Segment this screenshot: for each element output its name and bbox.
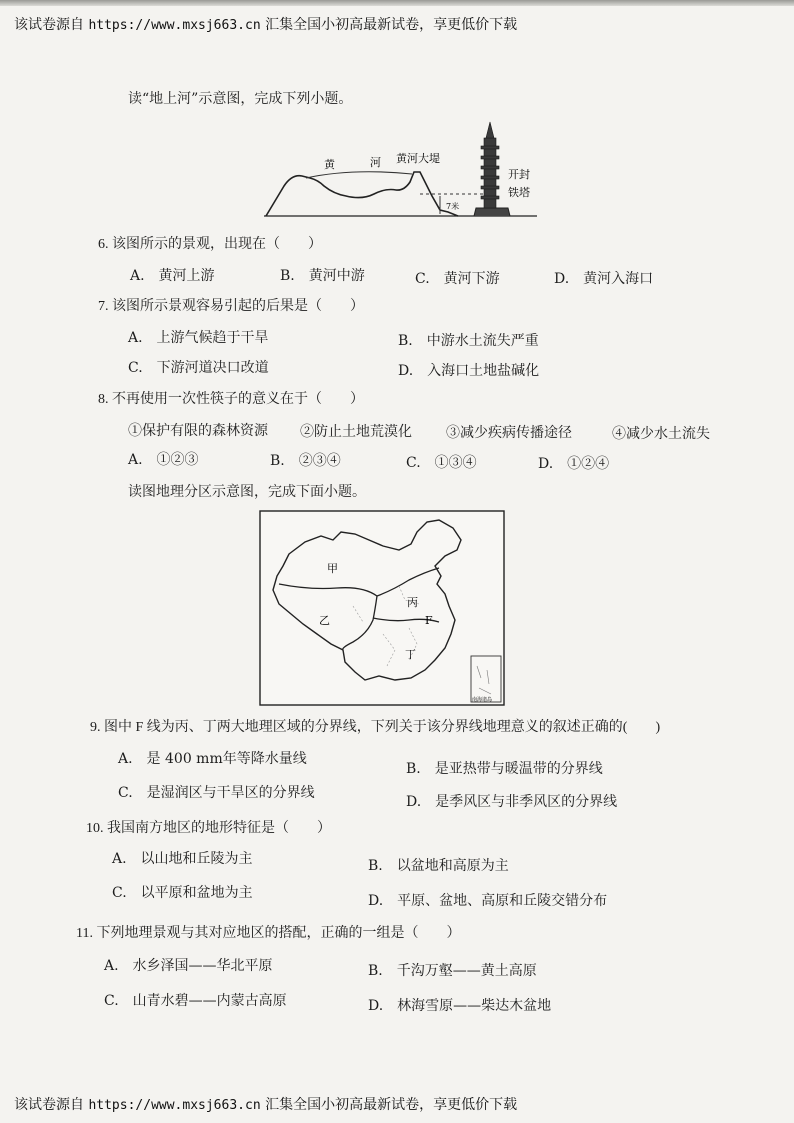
q11-option-c[interactable]: C. 山青水碧——内蒙古高原 [104, 993, 287, 1009]
page-header [14, 14, 517, 34]
header-url-link[interactable]: https://www.mxsj663.cn [88, 18, 261, 33]
q8-stem: 8. 不再使用一次性筷子的意义在于（ ） [98, 392, 364, 407]
q6-option-c[interactable]: C. 黄河下游 [415, 271, 500, 287]
dike-label: 黄河大堤 [396, 152, 440, 165]
scan-top-edge [0, 0, 794, 6]
region-bing-label: 丙 [407, 596, 418, 609]
section-intro-fenqu: 读图地理分区示意图，完成下面小题。 [128, 484, 366, 500]
tower-label: 铁塔 [508, 186, 530, 199]
footer-prefix: 该试卷源自 [14, 1097, 84, 1113]
header-prefix: 该试卷源自 [14, 17, 84, 33]
q9-option-b[interactable]: B. 是亚热带与暖温带的分界线 [406, 761, 603, 777]
q7-option-d[interactable]: D. 入海口土地盐碱化 [398, 363, 540, 379]
q11-option-d[interactable]: D. 林海雪原——柴达木盆地 [368, 998, 552, 1014]
q6-option-d[interactable]: D. 黄河入海口 [554, 271, 654, 287]
q8-item-1: ①保护有限的森林资源 [128, 423, 268, 439]
q10-stem: 10. 我国南方地区的地形特征是（ ） [86, 821, 331, 836]
q10-option-a[interactable]: A. 以山地和丘陵为主 [112, 851, 253, 867]
q9-option-d[interactable]: D. 是季风区与非季风区的分界线 [406, 794, 618, 810]
region-jia-label: 甲 [327, 562, 338, 575]
q8-option-a[interactable]: A. ①②③ [128, 452, 199, 468]
q8-item-3: ③减少疾病传播途径 [446, 425, 572, 441]
q8-item-4: ④减少水土流失 [612, 426, 710, 442]
footer-url-link[interactable]: https://www.mxsj663.cn [88, 1098, 261, 1113]
china-regions-map [259, 510, 505, 706]
header-suffix: 汇集全国小初高最新试卷，享更低价下载 [265, 17, 518, 33]
q7-option-c[interactable]: C. 下游河道决口改道 [128, 360, 269, 376]
q10-option-d[interactable]: D. 平原、盆地、高原和丘陵交错分布 [368, 893, 608, 909]
q10-option-b[interactable]: B. 以盆地和高原为主 [368, 858, 509, 874]
q11-option-b[interactable]: B. 千沟万壑——黄土高原 [368, 963, 537, 979]
above-ground-river-diagram [262, 116, 542, 222]
page-footer [14, 1094, 517, 1114]
footer-suffix: 汇集全国小初高最新试卷，享更低价下载 [265, 1097, 518, 1113]
q6-option-b[interactable]: B. 黄河中游 [280, 268, 365, 284]
q10-option-c[interactable]: C. 以平原和盆地为主 [112, 885, 253, 901]
region-yi-label: 乙 [319, 614, 330, 627]
q6-option-a[interactable]: A. 黄河上游 [130, 268, 215, 284]
inset-label: 南海诸岛 [472, 697, 493, 703]
q11-stem: 11. 下列地理景观与其对应地区的搭配，正确的一组是（ ） [76, 926, 461, 941]
depth-label: 7米 [446, 202, 460, 211]
region-ding-label: 丁 [405, 648, 416, 661]
q7-option-a[interactable]: A. 上游气候趋于干旱 [128, 330, 269, 346]
q7-option-b[interactable]: B. 中游水土流失严重 [398, 333, 539, 349]
f-line-label: F [425, 614, 433, 627]
section-intro-dishanghe: 读“地上河”示意图，完成下列小题。 [128, 91, 353, 107]
q6-stem: 6. 该图所示的景观，出现在（ ） [98, 237, 322, 252]
river-label-b: 河 [370, 156, 381, 169]
q9-option-c[interactable]: C. 是湿润区与干旱区的分界线 [118, 785, 315, 801]
q7-stem: 7. 该图所示景观容易引起的后果是（ ） [98, 299, 364, 314]
q9-option-a[interactable]: A. 是 400 mm年等降水量线 [118, 751, 307, 767]
city-label: 开封 [508, 168, 530, 181]
q8-option-d[interactable]: D. ①②④ [538, 456, 610, 472]
q9-stem: 9. 图中 F 线为丙、丁两大地理区域的分界线，下列关于该分界线地理意义的叙述正确的( ) [90, 720, 661, 735]
q11-option-a[interactable]: A. 水乡泽国——华北平原 [104, 958, 273, 974]
q8-option-c[interactable]: C. ①③④ [406, 455, 477, 471]
river-label-a: 黄 [324, 158, 335, 171]
q8-option-b[interactable]: B. ②③④ [270, 453, 341, 469]
q8-item-2: ②防止土地荒漠化 [300, 424, 412, 440]
